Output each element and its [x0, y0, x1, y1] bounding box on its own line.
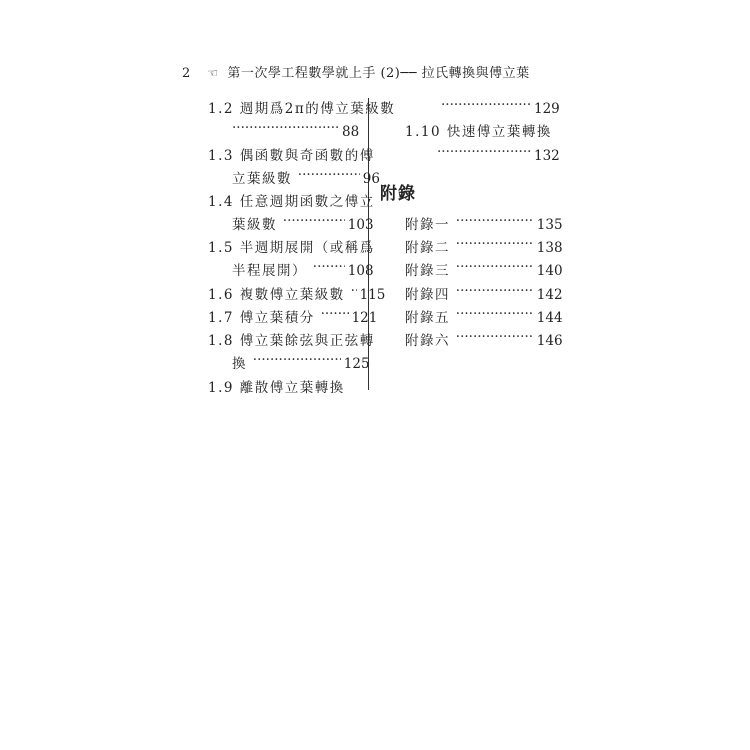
toc-entry-1-6[interactable]: [208, 283, 385, 303]
appendix-entry[interactable]: [405, 306, 563, 326]
toc-page-number: 142: [536, 287, 563, 303]
toc-entry-1-2[interactable]: [208, 97, 395, 117]
toc-page-number: 144: [536, 310, 563, 326]
toc-page-number: 140: [536, 263, 563, 279]
toc-page-number: 103: [347, 217, 374, 233]
appendix-label: 附錄二: [405, 240, 450, 256]
toc-page-number: 146: [536, 333, 563, 349]
toc-entry-title-cont: 立葉級數: [232, 171, 292, 187]
appendix-label: 附錄六: [405, 333, 450, 349]
page-number: 2: [182, 66, 191, 81]
toc-entry-title: 1.8 傅立葉餘弦與正弦轉: [208, 333, 375, 349]
toc-entry-1-3-page-line[interactable]: [232, 167, 380, 187]
leader-dots: [321, 306, 349, 322]
leader-dots: [456, 329, 534, 345]
leader-dots: [283, 213, 345, 229]
toc-entry-title: 1.2 週期爲2π的傅立葉級數: [208, 101, 396, 117]
toc-entry-1-9-page-line[interactable]: [441, 97, 560, 117]
toc-entry-title-cont: 半程展開）: [232, 263, 307, 279]
toc-page-number: 121: [351, 310, 378, 326]
toc-entry-1-3[interactable]: [208, 144, 375, 164]
toc-entry-1-5[interactable]: [208, 236, 375, 256]
appendix-label: 附錄五: [405, 310, 450, 326]
leader-dots: [313, 259, 345, 275]
toc-entry-title: 1.5 半週期展開（或稱爲: [208, 240, 375, 256]
toc-page-number: 108: [347, 263, 374, 279]
toc-page-number: 88: [342, 124, 360, 140]
toc-entry-title-cont: 換: [232, 356, 247, 372]
leader-dots: [456, 259, 534, 275]
toc-page-number: 135: [536, 217, 563, 233]
appendix-entry[interactable]: [405, 213, 563, 233]
toc-page-number: 115: [359, 287, 386, 303]
appendix-label: 附錄一: [405, 217, 450, 233]
toc-entry-1-7[interactable]: [208, 306, 377, 326]
toc-entry-title: 1.4 任意週期函數之傅立: [208, 194, 375, 210]
toc-entry-title: 1.10 快速傅立葉轉換: [405, 124, 552, 140]
leader-dots: [437, 144, 531, 160]
toc-page-number: 138: [536, 240, 563, 256]
toc-entry-1-8-page-line[interactable]: [232, 352, 370, 372]
toc-entry-1-4[interactable]: [208, 190, 375, 210]
book-title: 第一次學工程數學就上手 (2)── 拉氏轉換與傅立葉: [227, 66, 530, 81]
toc-entry-1-4-page-line[interactable]: [232, 213, 374, 233]
toc-page-number: 125: [343, 356, 370, 372]
appendix-heading: 附錄: [380, 184, 416, 204]
toc-entry-title: 1.6 複數傅立葉級數: [208, 287, 345, 303]
appendix-label: 附錄三: [405, 263, 450, 279]
running-header: [182, 62, 530, 81]
toc-entry-title: 1.3 偶函數與奇函數的傅: [208, 148, 375, 164]
toc-entry-title: 1.9 離散傅立葉轉換: [208, 380, 345, 396]
pointing-hand-icon: ☜: [207, 66, 219, 80]
toc-page-number: 132: [534, 148, 560, 164]
leader-dots: [298, 167, 360, 183]
toc-entry-1-2-page-line[interactable]: [232, 120, 359, 140]
toc-entry-1-8[interactable]: [208, 329, 375, 349]
toc-entry-1-10[interactable]: [405, 120, 552, 140]
toc-entry-1-9[interactable]: [208, 376, 345, 396]
leader-dots: [456, 283, 534, 299]
toc-entry-1-5-page-line[interactable]: [232, 259, 374, 279]
toc-page-number: 129: [534, 101, 560, 117]
leader-dots: [456, 213, 534, 229]
toc-entry-title-cont: 葉級數: [232, 217, 277, 233]
toc-entry-1-10-page-line[interactable]: [437, 144, 560, 164]
leader-dots: [441, 97, 531, 113]
toc-entry-title: 1.7 傅立葉積分: [208, 310, 315, 326]
leader-dots: [351, 283, 357, 299]
leader-dots: [456, 306, 534, 322]
leader-dots: [456, 236, 534, 252]
leader-dots: [232, 120, 339, 136]
appendix-entry[interactable]: [405, 283, 563, 303]
appendix-entry[interactable]: [405, 259, 563, 279]
leader-dots: [253, 352, 341, 368]
appendix-entry[interactable]: [405, 236, 563, 256]
appendix-entry[interactable]: [405, 329, 563, 349]
toc-page-number: 96: [362, 171, 380, 187]
appendix-label: 附錄四: [405, 287, 450, 303]
